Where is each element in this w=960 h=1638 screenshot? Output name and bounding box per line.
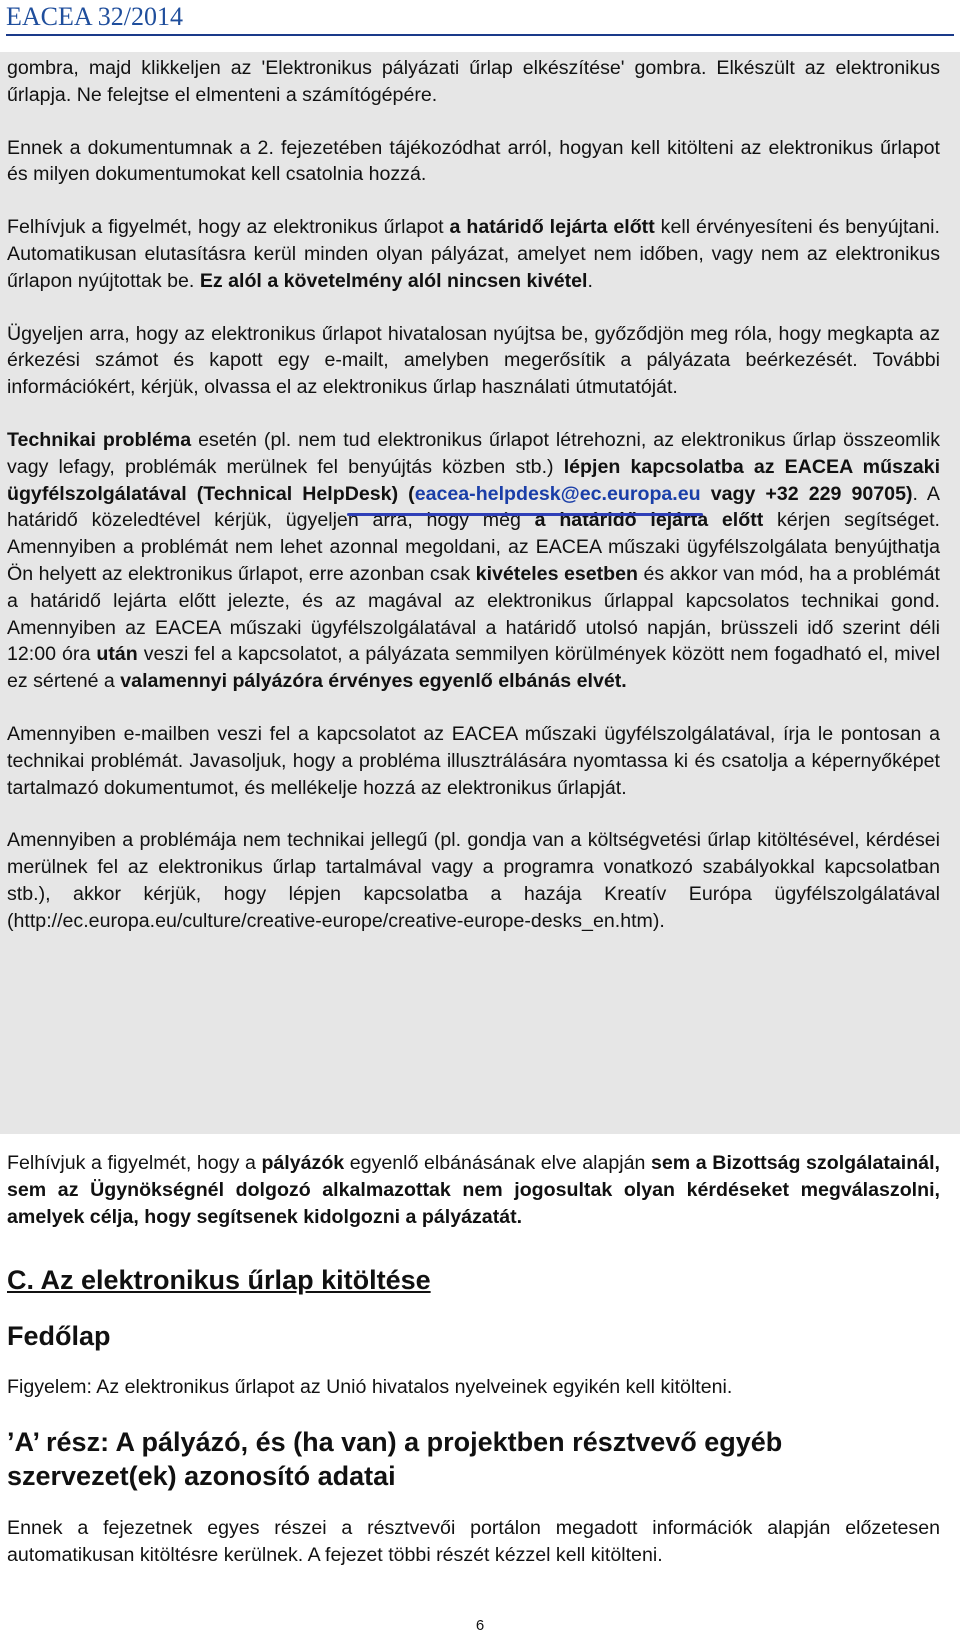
paragraph-confirmation: Ügyeljen arra, hogy az elektronikus űrlapot hivatalosan nyújtsa be, győződjön meg róla, hogy megkapta az érkezési számot és kapott egy e-mailt, amelyben megerősítik a pályázata beérkezését. További információkért, kérjük, olvassa el az elektronikus űrlap használati útmutatóját.: [7, 322, 940, 399]
paragraph-technical-problem: Technikai probléma esetén (pl. nem tud elektronikus űrlapot létrehozni, az elektronikus űrlap összeomlik vagy lefagy, problémák merülnek fel benyújtás közben stb.) lépjen kapcsolatba az EACEA műszaki ügyfélszolgálatával (Technical HelpDesk) (eacea-helpdesk@ec.europa.eu vagy +32 229 90705). A határidő közeledtével kérjük, ügyeljen arra, hogy még a határidő lejárta előtt kérjen segítséget. Amennyiben a problémát nem lehet azonnal megoldani, az EACEA műszaki ügyfélszolgálata benyújthatja Ön helyett az elektronikus űrlapot, erre azonban csak kivételes esetben és akkor van mód, ha a problémát a határidő lejárta előtt jelezte, és az magával az elektronikus űrlappal kapcsolatos technikai gond. Amennyiben az EACEA műszaki ügyfélszolgálatával a határidő utolsó napján, brüsszeli idő szerint déli 12:00 óra után veszi fel a kapcsolatot, a pályázata semmilyen körülmények között nem fogadható el, mivel ez sértené a valamennyi pályázóra érvényes egyenlő elbánás elvét.: [7, 428, 941, 693]
part-a-text: Ennek a fejezetnek egyes részei a résztvevői portálon megadott információk alapján előzetesen automatikusan kitöltésre kerülnek. A fejezet többi részét kézzel kell kitölteni.: [7, 1517, 940, 1566]
page-header: [6, 2, 954, 36]
document-reference: EACEA 32/2014: [6, 2, 183, 31]
hand-drawn-underline: [347, 513, 703, 516]
main-content: [7, 1150, 940, 1569]
cover-heading: Fedőlap: [7, 1321, 111, 1352]
helpdesk-email-link[interactable]: eacea-helpdesk@ec.europa.eu: [414, 482, 701, 505]
info-box-content: [7, 55, 940, 935]
part-a-heading: ’A’ rész: A pályázó, és (ha van) a projektben résztvevő egyéb szervezet(ek) azonosító adatai: [7, 1427, 783, 1492]
page-number: 6: [475, 1617, 485, 1634]
paragraph-email-contact: Amennyiben e-mailben veszi fel a kapcsolatot az EACEA műszaki ügyfélszolgálatával, írja le pontosan a technikai problémát. Javasoljuk, hogy a probléma illusztrálására nyomtassa ki és csatolja a képernyőképet tartalmazó dokumentumot, és mellékelje hozzá az elektronikus űrlapját.: [7, 722, 940, 799]
paragraph-equal-treatment: Felhívjuk a figyelmét, hogy a pályázók egyenlő elbánásának elve alapján sem a Bizottság szolgálatainál, sem az Ügynökségnél dolgozó alkalmazottak nem jogosultak olyan kérdéseket megválaszolni, amelyek célja, hogy segítsenek kidolgozni a pályázatát.: [7, 1152, 940, 1228]
cover-text: Figyelem: Az elektronikus űrlapot az Unió hivatalos nyelveinek egyikén kell kitölteni.: [7, 1376, 733, 1399]
section-title-c: C. Az elektronikus űrlap kitöltése: [7, 1265, 431, 1296]
paragraph-non-technical: Amennyiben a problémája nem technikai jellegű (pl. gondja van a költségvetési űrlap kitöltésével, kérdései merülnek fel az elektronikus űrlap tartalmával vagy a programra vonatkozó szabályokkal kapcsolatban stb.), akkor kérjük, hogy lépjen kapcsolatba a hazája Kreatív Európa ügyfélszolgálatával (http://ec.europa.eu/culture/creative-europe/creative-europe-desks_en.htm).: [7, 829, 940, 932]
paragraph-chapter-reference: Ennek a dokumentumnak a 2. fejezetében tájékozódhat arról, hogyan kell kitölteni az elektronikus űrlapot és milyen dokumentumokat kell csatolnia hozzá.: [7, 136, 940, 186]
paragraph-deadline-warning: Felhívjuk a figyelmét, hogy az elektronikus űrlapot a határidő lejárta előtt kell érvényesíteni és benyújtani. Automatikusan elutasításra kerül minden olyan pályázat, amelyet nem időben, vagy nem az elektronikus űrlapon nyújtottak be. Ez alól a követelmény alól nincsen kivétel.: [7, 216, 940, 292]
paragraph-submission: gombra, majd klikkeljen az 'Elektronikus pályázati űrlap elkészítése' gombra. Elkészült az elektronikus űrlapja. Ne felejtse el elmenteni a számítógépére.: [7, 57, 940, 106]
